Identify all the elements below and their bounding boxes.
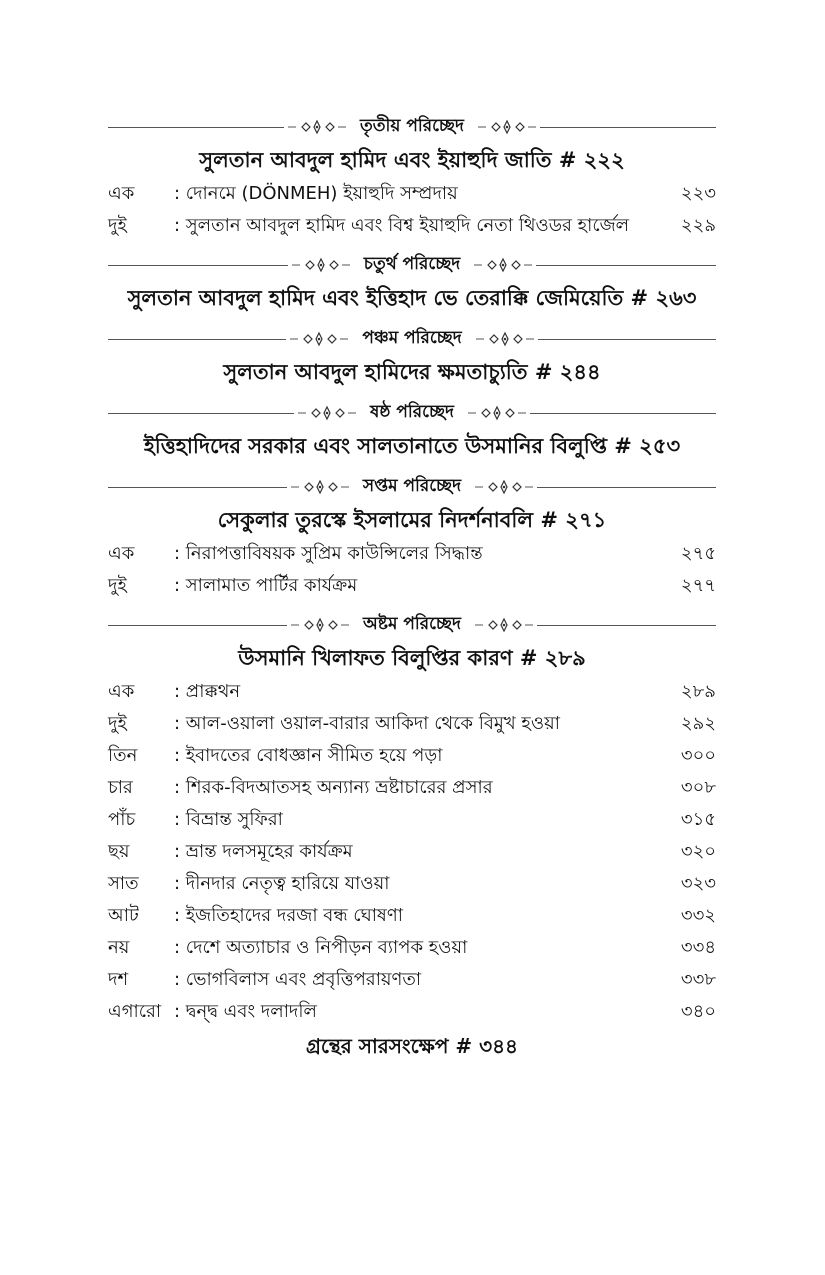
chapter-title: ইত্তিহাদিদের সরকার এবং সালতানাতে উসমানির বিলুপ্তি # ২৫৩ [143,434,681,458]
toc-entry [108,538,716,570]
entry-number: এক [108,681,135,702]
diamond-ornament-icon [474,330,536,348]
entry-page: ২৭৭ [680,575,716,596]
entry-title: : সুলতান আবদুল হামিদ এবং বিশ্ব ইয়াহুদি নেতা থিওডর হার্জেল [174,215,630,236]
chapter-divider [108,324,716,354]
entry-title: : দীনদার নেতৃত্ব হারিয়ে যাওয়া [174,873,390,894]
toc-entry [108,932,716,964]
entry-title: : দোনমে (DÖNMEH) ইয়াহুদি সম্প্রদায় [174,183,458,204]
entry-number: সাত [108,873,139,894]
entry-title: : ভ্রান্ত দলসমূহের কার্যক্রম [174,841,353,862]
diamond-ornament-icon [473,478,535,496]
chapter-label: সপ্তম পরিচ্ছেদ [362,476,462,496]
diamond-ornament-icon [290,256,352,274]
entry-title: : দ্বন্দ্ব এবং দলাদলি [174,1001,317,1022]
chapter-title: সুলতান আবদুল হামিদ এবং ইয়াহুদি জাতি # ২২২ [199,148,625,172]
toc-entry [108,570,716,602]
entry-page: ৩৩৮ [680,969,716,990]
chapter-divider [108,250,716,280]
chapter-title: সুলতান আবদুল হামিদের ক্ষমতাচ্যুতি # ২৪৪ [223,360,601,384]
chapter-divider [108,112,716,142]
entry-number: তিন [108,745,138,766]
entry-title: : ইজতিহাদের দরজা বন্ধ ঘোষণা [174,905,403,926]
diamond-ornament-icon [289,616,351,634]
entry-number: ছয় [108,841,130,862]
chapter-title: সেকুলার তুরস্কে ইসলামের নিদর্শনাবলি # ২৭১ [217,508,607,532]
entry-number: নয় [108,937,130,958]
diamond-ornament-icon [473,616,535,634]
toc-entry [108,740,716,772]
toc-entry [108,996,716,1028]
entry-number: দুই [108,215,127,236]
diamond-ornament-icon [289,478,351,496]
chapter-label: তৃতীয় পরিচ্ছেদ [360,116,464,136]
toc-entry [108,804,716,836]
chapter-title: উসমানি খিলাফত বিলুপ্তির কারণ # ২৮৯ [238,646,586,670]
entry-page: ৩২০ [680,841,716,862]
diamond-ornament-icon [296,404,358,422]
entry-page: ৩৩২ [680,905,716,926]
chapter-divider [108,472,716,502]
entry-title: : শিরক-বিদআতসহ অন্যান্য ভ্রষ্টাচারের প্রসার [174,777,493,798]
chapter-title: সুলতান আবদুল হামিদ এবং ইত্তিহাদ ভে তেরাক্কি জেমিয়েতি # ২৬৩ [127,286,697,310]
toc-entry [108,836,716,868]
toc-entry [108,964,716,996]
entry-page: ৩৩৪ [680,937,716,958]
diamond-ornament-icon [288,330,350,348]
toc-entry [108,900,716,932]
entry-number: দুই [108,713,127,734]
toc-entry [108,676,716,708]
entry-page: ২২৯ [680,215,716,236]
entry-page: ৩০০ [680,745,716,766]
entry-number: এক [108,183,135,204]
chapter-divider [108,610,716,640]
chapter-divider [108,398,716,428]
entry-title: : বিভ্রান্ত সুফিরা [174,809,283,830]
toc-entry [108,772,716,804]
entry-page: ৩৪০ [680,1001,716,1022]
entry-number: দুই [108,575,127,596]
chapter-label: অষ্টম পরিচ্ছেদ [363,614,461,634]
entry-page: ২৭৫ [680,543,716,564]
entry-page: ২২৩ [680,183,716,204]
summary-title: গ্রন্থের সারসংক্ষেপ # ৩৪৪ [305,1034,519,1058]
entry-title: : নিরাপত্তাবিষয়ক সুপ্রিম কাউন্সিলের সিদ্ধান্ত [174,543,483,564]
diamond-ornament-icon [286,118,348,136]
entry-title: : ইবাদতের বোধজ্ঞান সীমিত হয়ে পড়া [174,745,443,766]
diamond-ornament-icon [472,256,534,274]
diamond-ornament-icon [466,404,528,422]
entry-page: ৩২৩ [680,873,716,894]
entry-title: : আল-ওয়ালা ওয়াল-বারার আকিদা থেকে বিমুখ হওয়া [174,713,560,734]
toc-entry [108,210,716,242]
chapter-label: চতুর্থ পরিচ্ছেদ [363,254,461,274]
entry-title: : দেশে অত্যাচার ও নিপীড়ন ব্যাপক হওয়া [174,937,468,958]
entry-number: আট [108,905,139,926]
toc-entry [108,708,716,740]
diamond-ornament-icon [476,118,538,136]
entry-title: : সালামাত পার্টির কার্যক্রম [174,575,358,596]
entry-number: এক [108,543,135,564]
table-of-contents [108,112,716,1064]
entry-page: ২৮৯ [680,681,716,702]
toc-entry [108,868,716,900]
entry-page: ৩০৮ [680,777,716,798]
entry-number: এগারো [108,1001,162,1022]
entry-title: : ভোগবিলাস এবং প্রবৃত্তিপরায়ণতা [174,969,422,990]
entry-number: চার [108,777,133,798]
entry-number: পাঁচ [108,809,136,830]
entry-page: ৩১৫ [680,809,716,830]
entry-page: ২৯২ [680,713,716,734]
chapter-label: ষষ্ঠ পরিচ্ছেদ [370,402,454,422]
entry-title: : প্রাক্কথন [174,681,241,702]
chapter-label: পঞ্চম পরিচ্ছেদ [362,328,462,348]
toc-entry [108,178,716,210]
entry-number: দশ [108,969,129,990]
